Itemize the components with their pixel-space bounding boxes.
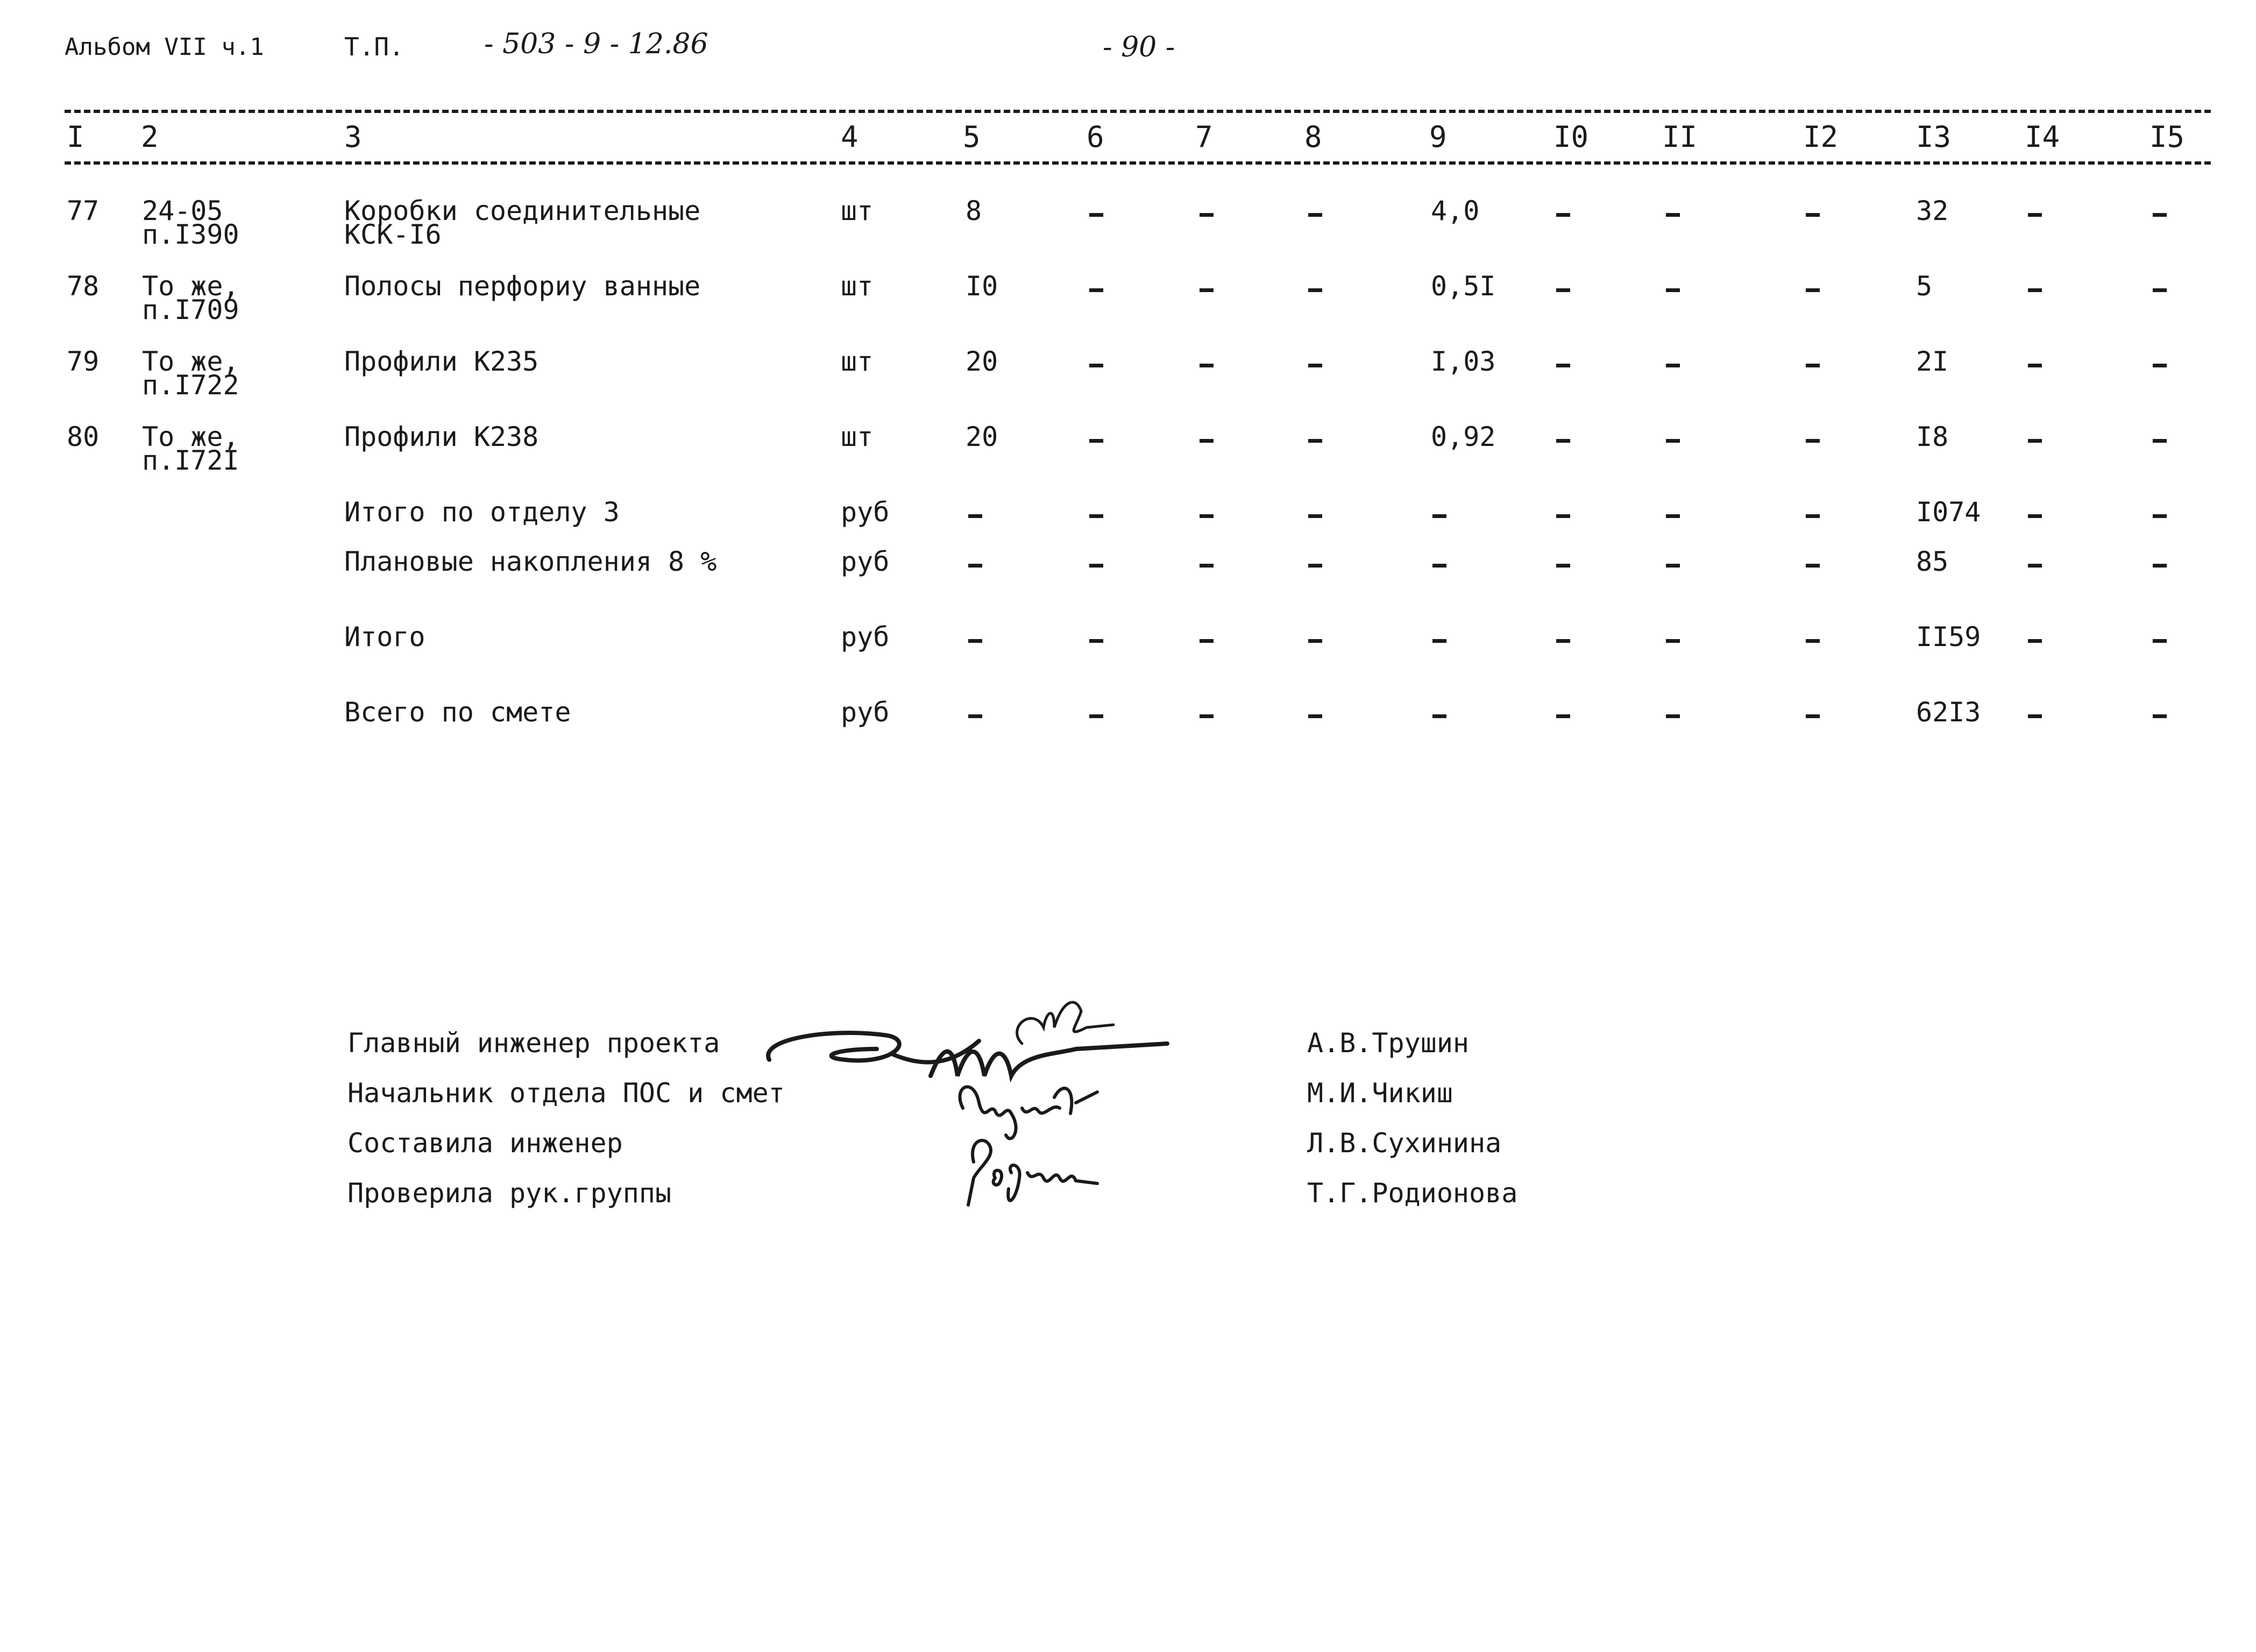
dash-mark xyxy=(1666,213,1680,217)
row-quantity: 8 xyxy=(966,195,982,226)
dash-mark xyxy=(1666,639,1680,643)
dash-mark xyxy=(1432,714,1446,718)
page-number: - 90 - xyxy=(1103,31,1175,63)
dash-mark xyxy=(1200,288,1214,292)
row-item-name: Профили К238 xyxy=(344,421,539,452)
row-total: 32 xyxy=(1916,195,1949,226)
row-unit-price: 0,5I xyxy=(1431,271,1496,302)
dash-mark xyxy=(968,514,982,518)
dash-mark xyxy=(2153,514,2167,518)
dash-mark xyxy=(1556,564,1570,568)
dash-mark xyxy=(968,714,982,718)
dash-mark xyxy=(1666,439,1680,443)
column-number: 9 xyxy=(1429,120,1447,154)
row-quantity: I0 xyxy=(966,271,998,302)
column-number: 6 xyxy=(1087,120,1104,154)
dash-mark xyxy=(1089,439,1103,443)
dash-mark xyxy=(1666,564,1680,568)
dash-mark xyxy=(1556,714,1570,718)
row-unit-price: 0,92 xyxy=(1431,421,1496,452)
dash-mark xyxy=(1666,514,1680,518)
row-unit-price: I,03 xyxy=(1431,346,1496,377)
signature-stroke-3 xyxy=(960,1087,1097,1138)
dash-mark xyxy=(2028,714,2042,718)
row-total: I8 xyxy=(1916,421,1949,452)
signature-name: А.В.Трушин xyxy=(1307,1027,1470,1059)
dash-mark xyxy=(1308,213,1322,217)
total-label: Итого xyxy=(344,621,425,653)
signature-role: Проверила рук.группы xyxy=(347,1178,672,1209)
dash-mark xyxy=(1666,364,1680,367)
column-number: I2 xyxy=(1803,120,1839,154)
dash-mark xyxy=(2153,639,2167,643)
row-total: 5 xyxy=(1916,271,1933,302)
tp-label: Т.П. xyxy=(344,32,404,61)
dash-mark xyxy=(1308,514,1322,518)
signature-name: Л.В.Сухинина xyxy=(1307,1128,1502,1159)
column-number: I3 xyxy=(1916,120,1952,154)
column-number: I5 xyxy=(2149,120,2185,154)
dash-mark xyxy=(1806,564,1820,568)
row-reference: 24-05 xyxy=(142,195,223,226)
dash-mark xyxy=(1432,514,1446,518)
dash-mark xyxy=(2153,288,2167,292)
dash-mark xyxy=(2028,213,2042,217)
dash-mark xyxy=(1666,288,1680,292)
total-value: 62I3 xyxy=(1916,697,1981,728)
dash-mark xyxy=(1089,514,1103,518)
dash-mark xyxy=(1806,213,1820,217)
dash-mark xyxy=(1666,714,1680,718)
dash-mark xyxy=(2153,564,2167,568)
dash-mark xyxy=(1556,514,1570,518)
column-number: 5 xyxy=(963,120,981,154)
tp-number: - 503 - 9 - 12.86 xyxy=(484,28,708,60)
dash-mark xyxy=(1200,514,1214,518)
dash-mark xyxy=(1200,364,1214,367)
total-label: Плановые накопления 8 % xyxy=(344,546,717,577)
dash-mark xyxy=(2153,439,2167,443)
row-reference: То же, xyxy=(142,346,239,377)
dash-mark xyxy=(1806,714,1820,718)
dash-mark xyxy=(1308,639,1322,643)
row-unit: шт xyxy=(841,271,874,302)
dash-mark xyxy=(1556,364,1570,367)
dash-mark xyxy=(1200,439,1214,443)
column-number: 3 xyxy=(344,120,362,154)
row-reference: То же, xyxy=(142,421,239,452)
dash-mark xyxy=(2028,439,2042,443)
dash-mark xyxy=(1432,639,1446,643)
column-number: 4 xyxy=(841,120,859,154)
column-number: II xyxy=(1662,120,1698,154)
dash-mark xyxy=(1806,439,1820,443)
dash-mark xyxy=(1200,714,1214,718)
row-number: 78 xyxy=(67,271,100,302)
row-quantity: 20 xyxy=(966,421,998,452)
row-reference-clause: п.I722 xyxy=(142,370,239,401)
row-reference-clause: п.I390 xyxy=(142,219,239,250)
total-unit: руб xyxy=(841,621,890,653)
dash-mark xyxy=(1806,639,1820,643)
row-reference: То же, xyxy=(142,271,239,302)
dash-mark xyxy=(1432,564,1446,568)
column-number: 7 xyxy=(1195,120,1213,154)
dash-mark xyxy=(1089,639,1103,643)
signature-stroke-2 xyxy=(1017,1002,1113,1044)
total-label: Итого по отделу 3 xyxy=(344,497,620,528)
total-value: 85 xyxy=(1916,546,1949,577)
column-number: 2 xyxy=(141,120,159,154)
dash-mark xyxy=(1089,564,1103,568)
dash-mark xyxy=(2028,514,2042,518)
row-unit: шт xyxy=(841,421,874,452)
dash-mark xyxy=(1806,288,1820,292)
dash-mark xyxy=(1200,564,1214,568)
signature-role: Начальник отдела ПОС и смет xyxy=(347,1077,785,1109)
dash-mark xyxy=(1308,288,1322,292)
dash-mark xyxy=(1806,364,1820,367)
total-value: II59 xyxy=(1916,621,1981,653)
dash-mark xyxy=(1806,514,1820,518)
row-reference-clause: п.I709 xyxy=(142,294,239,325)
column-number: I4 xyxy=(2025,120,2060,154)
row-item-name-cont: КСК-I6 xyxy=(344,219,442,250)
column-number: 8 xyxy=(1304,120,1322,154)
signature-name: М.И.Чикиш xyxy=(1307,1077,1453,1109)
dash-mark xyxy=(1089,213,1103,217)
total-unit: руб xyxy=(841,697,890,728)
total-value: I074 xyxy=(1916,497,1981,528)
row-total: 2I xyxy=(1916,346,1949,377)
dash-mark xyxy=(2028,364,2042,367)
dash-mark xyxy=(2153,714,2167,718)
album-label: Альбом VII ч.1 xyxy=(65,33,264,61)
handwritten-signatures xyxy=(753,995,1194,1264)
signature-role: Составила инженер xyxy=(347,1128,623,1159)
row-unit: шт xyxy=(841,195,874,226)
dash-mark xyxy=(1308,364,1322,367)
dash-mark xyxy=(1089,714,1103,718)
dash-mark xyxy=(1556,288,1570,292)
dash-mark xyxy=(2028,639,2042,643)
signature-name: Т.Г.Родионова xyxy=(1307,1178,1518,1209)
dash-mark xyxy=(1556,439,1570,443)
dash-mark xyxy=(2028,564,2042,568)
row-item-name: Полосы перфориу ванные xyxy=(344,271,701,302)
signature-stroke-4 xyxy=(968,1140,1097,1205)
row-unit-price: 4,0 xyxy=(1431,195,1480,226)
row-number: 79 xyxy=(67,346,100,377)
row-number: 80 xyxy=(67,421,100,452)
dash-mark xyxy=(968,639,982,643)
dash-mark xyxy=(1556,639,1570,643)
dash-mark xyxy=(2153,213,2167,217)
header-bottom-rule xyxy=(65,161,2211,165)
total-label: Всего по смете xyxy=(344,697,571,728)
column-number: I0 xyxy=(1553,120,1589,154)
total-unit: руб xyxy=(841,497,890,528)
dash-mark xyxy=(1308,564,1322,568)
dash-mark xyxy=(2153,364,2167,367)
dash-mark xyxy=(1308,714,1322,718)
row-item-name: Профили К235 xyxy=(344,346,539,377)
signature-role: Главный инженер проекта xyxy=(347,1027,720,1059)
dash-mark xyxy=(1556,213,1570,217)
dash-mark xyxy=(2028,288,2042,292)
header-top-rule xyxy=(65,110,2211,113)
column-number: I xyxy=(67,120,84,154)
dash-mark xyxy=(1089,288,1103,292)
row-quantity: 20 xyxy=(966,346,998,377)
row-reference-clause: п.I72I xyxy=(142,445,239,476)
dash-mark xyxy=(1200,639,1214,643)
row-item-name: Коробки соединительные xyxy=(344,195,701,226)
dash-mark xyxy=(1308,439,1322,443)
total-unit: руб xyxy=(841,546,890,577)
dash-mark xyxy=(1089,364,1103,367)
signature-stroke-1 xyxy=(768,1033,1167,1076)
row-unit: шт xyxy=(841,346,874,377)
dash-mark xyxy=(1200,213,1214,217)
dash-mark xyxy=(968,564,982,568)
row-number: 77 xyxy=(67,195,100,226)
